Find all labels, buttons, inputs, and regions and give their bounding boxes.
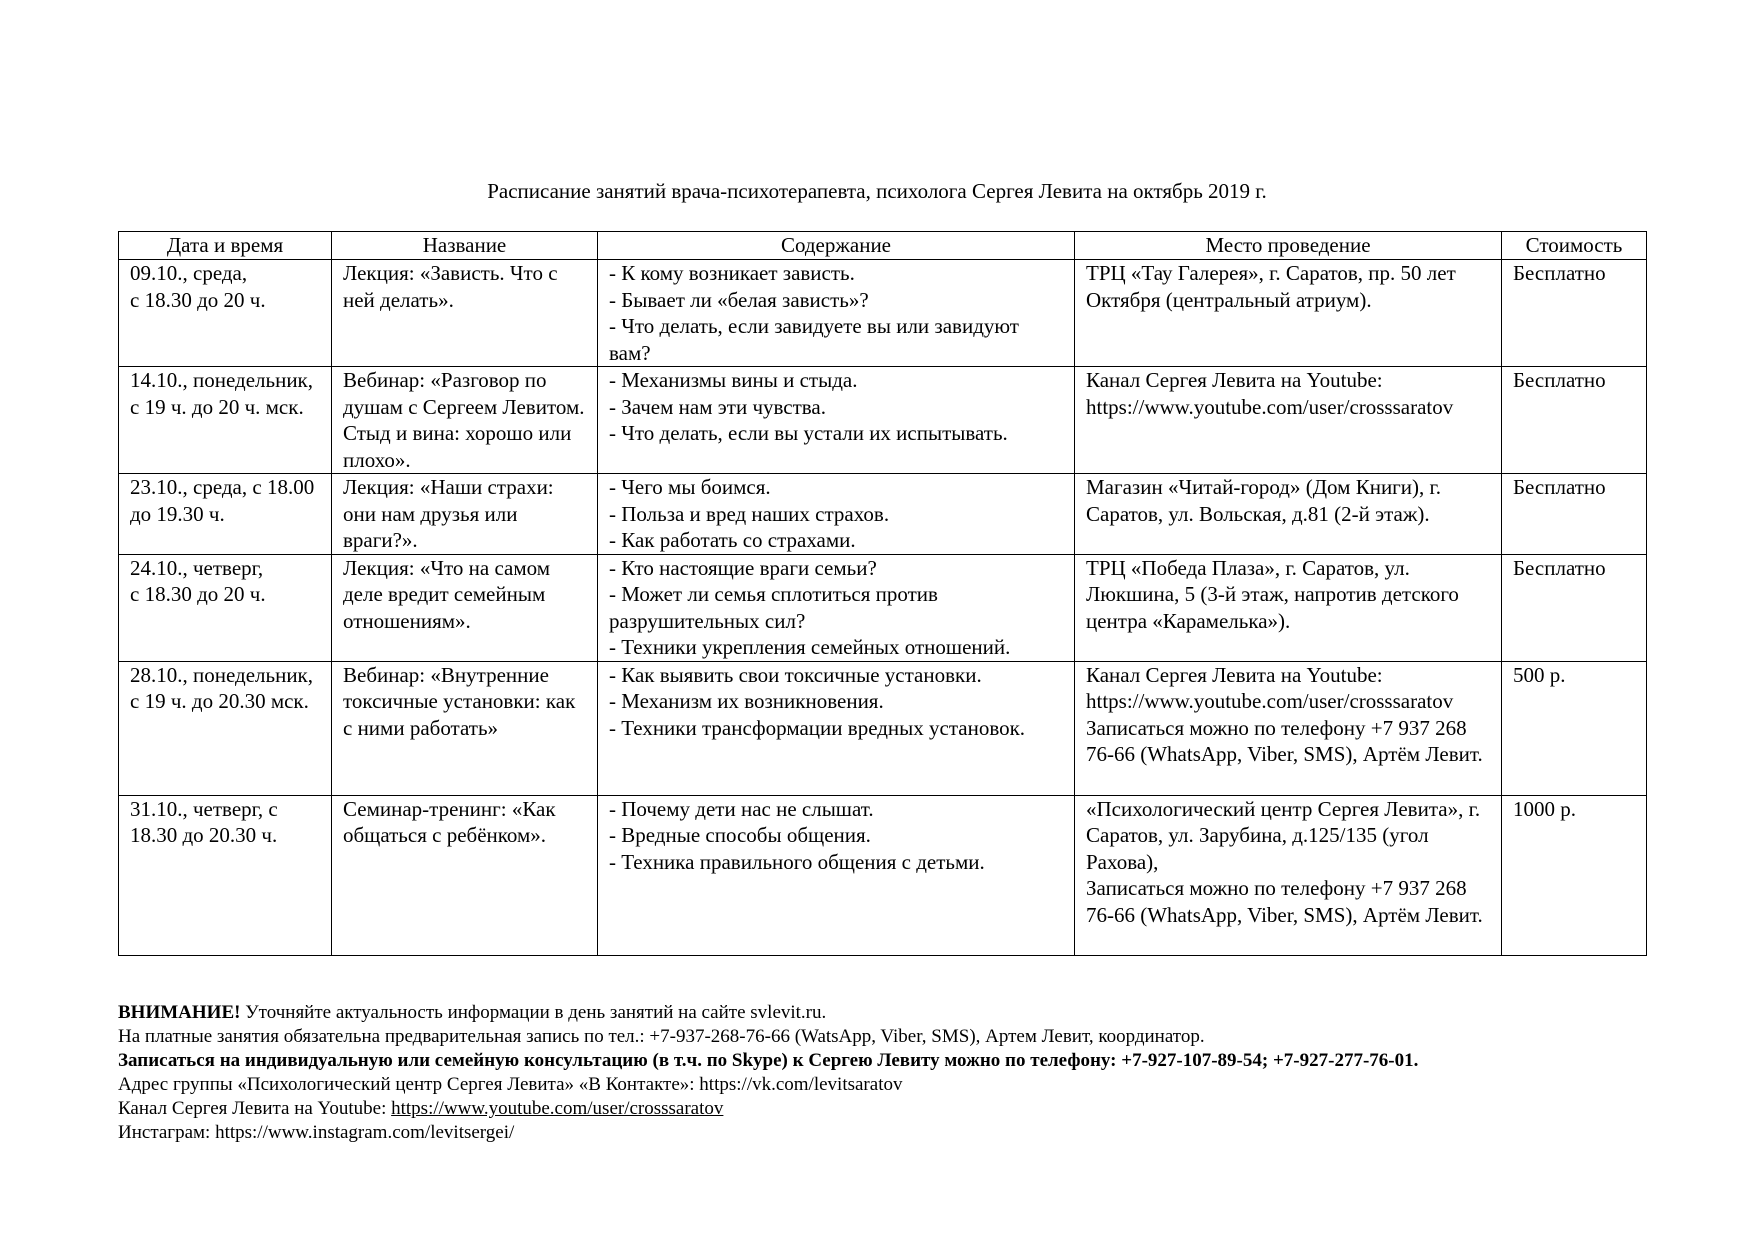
cell-place: Канал Сергея Левита на Youtube: https://www.youtube.com/user/crosssaratov [1075,367,1502,474]
cell-place: Магазин «Читай-город» (Дом Книги), г. Саратов, ул. Вольская, д.81 (2-й этаж). [1075,474,1502,555]
attention-text: Уточняйте актуальность информации в день занятий на сайте svlevit.ru. [240,1002,827,1023]
cell-content: - К кому возникает зависть. - Бывает ли «белая зависть»? - Что делать, если завидуете вы или завидуют вам? [598,260,1075,367]
cell-date: 14.10., понедельник, с 19 ч. до 20 ч. мск. [119,367,332,474]
cell-content: - Как выявить свои токсичные установки. - Механизм их возникновения. - Техники трансформации вредных установок. [598,661,1075,795]
consult-note: Записаться на индивидуальную или семейную консультацию (в т.ч. по Skype) к Сергею Левиту можно по телефону: +7-927-107-89-54; +7-927-277-76-01. [118,1050,1419,1071]
cell-price: Бесплатно [1502,367,1647,474]
table-row [119,554,1647,661]
cell-content: - Механизмы вины и стыда. - Зачем нам эти чувства. - Что делать, если вы устали их испытывать. [598,367,1075,474]
table-row [119,795,1647,955]
vk-note: Адрес группы «Психологический центр Сергея Левита» «В Контакте»: https://vk.com/levitsaratov [118,1074,903,1095]
table-row [119,661,1647,795]
table-row [119,260,1647,367]
header-place: Место проведение [1075,232,1502,260]
attention-label: ВНИМАНИЕ! [118,1002,241,1023]
cell-price: 1000 р. [1502,795,1647,955]
schedule-table [118,231,1647,956]
cell-content: - Кто настоящие враги семьи? - Может ли семья сплотиться против разрушительных сил? - Техники укрепления семейных отношений. [598,554,1075,661]
header-content: Содержание [598,232,1075,260]
cell-name: Семинар-тренинг: «Как общаться с ребёнком». [332,795,598,955]
cell-content: - Почему дети нас не слышат. - Вредные способы общения. - Техника правильного общения с детьми. [598,795,1075,955]
youtube-line [118,1097,1658,1121]
header-name: Название [332,232,598,260]
cell-date: 23.10., среда, с 18.00 до 19.30 ч. [119,474,332,555]
cell-date: 31.10., четверг, с 18.30 до 20.30 ч. [119,795,332,955]
cell-date: 24.10., четверг, с 18.30 до 20 ч. [119,554,332,661]
cell-content: - Чего мы боимся. - Польза и вред наших страхов. - Как работать со страхами. [598,474,1075,555]
instagram-note: Инстаграм: https://www.instagram.com/levitsergei/ [118,1122,515,1143]
table-row [119,367,1647,474]
cell-date: 28.10., понедельник, с 19 ч. до 20.30 мск. [119,661,332,795]
cell-name: Лекция: «Зависть. Что с ней делать». [332,260,598,367]
cell-price: Бесплатно [1502,554,1647,661]
attention-line [118,1001,1658,1025]
cell-name: Вебинар: «Разговор по душам с Сергеем Левитом. Стыд и вина: хорошо или плохо». [332,367,598,474]
cell-place: «Психологический центр Сергея Левита», г. Саратов, ул. Зарубина, д.125/135 (угол Рахова), Записаться можно по телефону +7 937 268 76-66 (WhatsApp, Viber, SMS), Артём Левит. [1075,795,1502,955]
header-price: Стоимость [1502,232,1647,260]
table-header-row [119,232,1647,260]
paid-note: На платные занятия обязательна предварительная запись по тел.: +7-937-268-76-66 (WatsApp, Viber, SMS), Артем Левит, координатор. [118,1026,1205,1047]
header-date: Дата и время [119,232,332,260]
cell-place: ТРЦ «Победа Плаза», г. Саратов, ул. Люкшина, 5 (3-й этаж, напротив детского центра «Карамелька»). [1075,554,1502,661]
cell-name: Лекция: «Что на самом деле вредит семейным отношениям». [332,554,598,661]
cell-name: Лекция: «Наши страхи: они нам друзья или враги?». [332,474,598,555]
youtube-label: Канал Сергея Левита на Youtube: [118,1098,392,1119]
table-row [119,474,1647,555]
cell-price: 500 р. [1502,661,1647,795]
cell-price: Бесплатно [1502,474,1647,555]
cell-date: 09.10., среда, с 18.30 до 20 ч. [119,260,332,367]
cell-place: Канал Сергея Левита на Youtube: https://www.youtube.com/user/crosssaratov Записаться можно по телефону +7 937 268 76-66 (WhatsApp, Viber, SMS), Артём Левит. [1075,661,1502,795]
cell-price: Бесплатно [1502,260,1647,367]
cell-place: ТРЦ «Тау Галерея», г. Саратов, пр. 50 лет Октября (центральный атриум). [1075,260,1502,367]
youtube-link[interactable]: https://www.youtube.com/user/crosssaratov [391,1098,724,1119]
notes-section [118,1001,1658,1145]
page-title: Расписание занятий врача-психотерапевта, психолога Сергея Левита на октябрь 2019 г. [487,179,1267,203]
cell-name: Вебинар: «Внутренние токсичные установки: как с ними работать» [332,661,598,795]
